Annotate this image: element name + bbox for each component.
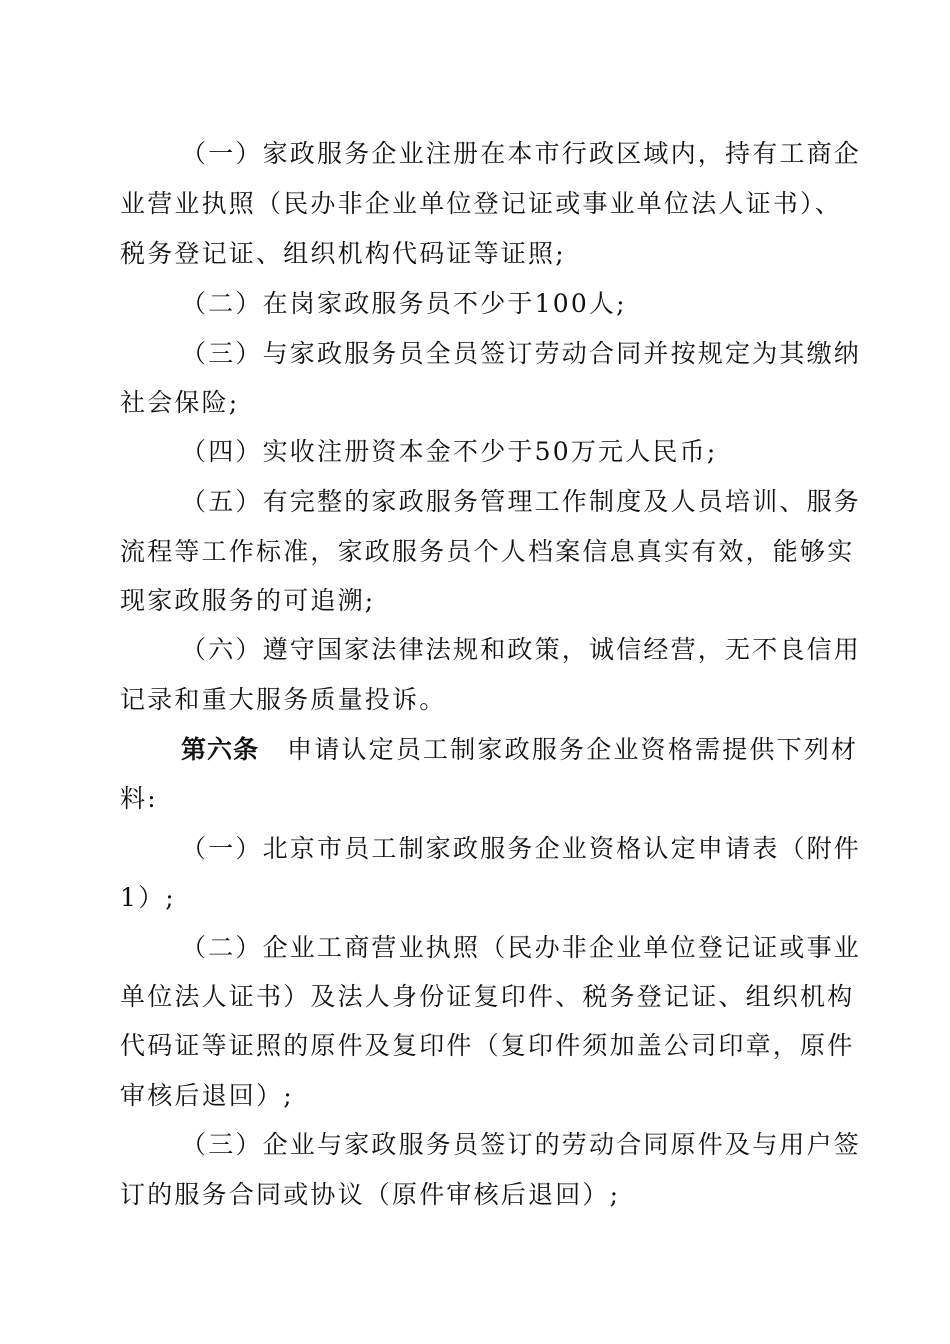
paragraph-line: 记录和重大服务质量投诉。 (120, 685, 447, 714)
paragraph-line: （四）实收注册资本金不少于50万元人民币; (181, 437, 718, 466)
paragraph-line: 业营业执照（民办非企业单位登记证或事业单位法人证书）、 (120, 189, 842, 218)
paragraph-line: （二）企业工商营业执照（民办非企业单位登记证或事业 (181, 933, 862, 962)
paragraph-line: 料: (120, 784, 158, 813)
paragraph-line: 现家政服务的可追溯; (120, 586, 376, 615)
paragraph-line: （一）北京市员工制家政服务企业资格认定申请表（附件 (181, 834, 862, 863)
article-heading: 第六条 (181, 735, 260, 764)
paragraph-line: 单位法人证书）及法人身份证复印件、税务登记证、组织机构 (120, 982, 855, 1011)
paragraph-line: （五）有完整的家政服务管理工作制度及人员培训、服务 (181, 487, 862, 516)
paragraph-line: 订的服务合同或协议（原件审核后退回）; (120, 1180, 621, 1209)
paragraph-line: （六）遵守国家法律法规和政策，诚信经营，无不良信用 (181, 635, 862, 664)
paragraph-line: 社会保险; (120, 388, 240, 417)
paragraph-line: 代码证等证照的原件及复印件（复印件须加盖公司印章，原件 (120, 1031, 855, 1060)
paragraph-line: （三）与家政服务员全员签订劳动合同并按规定为其缴纳 (181, 339, 862, 368)
paragraph-line: 流程等工作标准，家政服务员个人档案信息真实有效，能够实 (120, 537, 855, 566)
paragraph-line: （一）家政服务企业注册在本市行政区域内，持有工商企 (181, 139, 862, 168)
paragraph-line: （三）企业与家政服务员签订的劳动合同原件及与用户签 (181, 1130, 862, 1159)
paragraph-line: （二）在岗家政服务员不少于100人; (181, 289, 627, 318)
article-text: 申请认定员工制家政服务企业资格需提供下列材 (287, 735, 859, 764)
paragraph-line: 税务登记证、组织机构代码证等证照; (120, 239, 566, 268)
paragraph-line: 1）; (120, 883, 176, 912)
paragraph-line: 审核后退回）; (120, 1081, 294, 1110)
article-line (181, 730, 858, 770)
